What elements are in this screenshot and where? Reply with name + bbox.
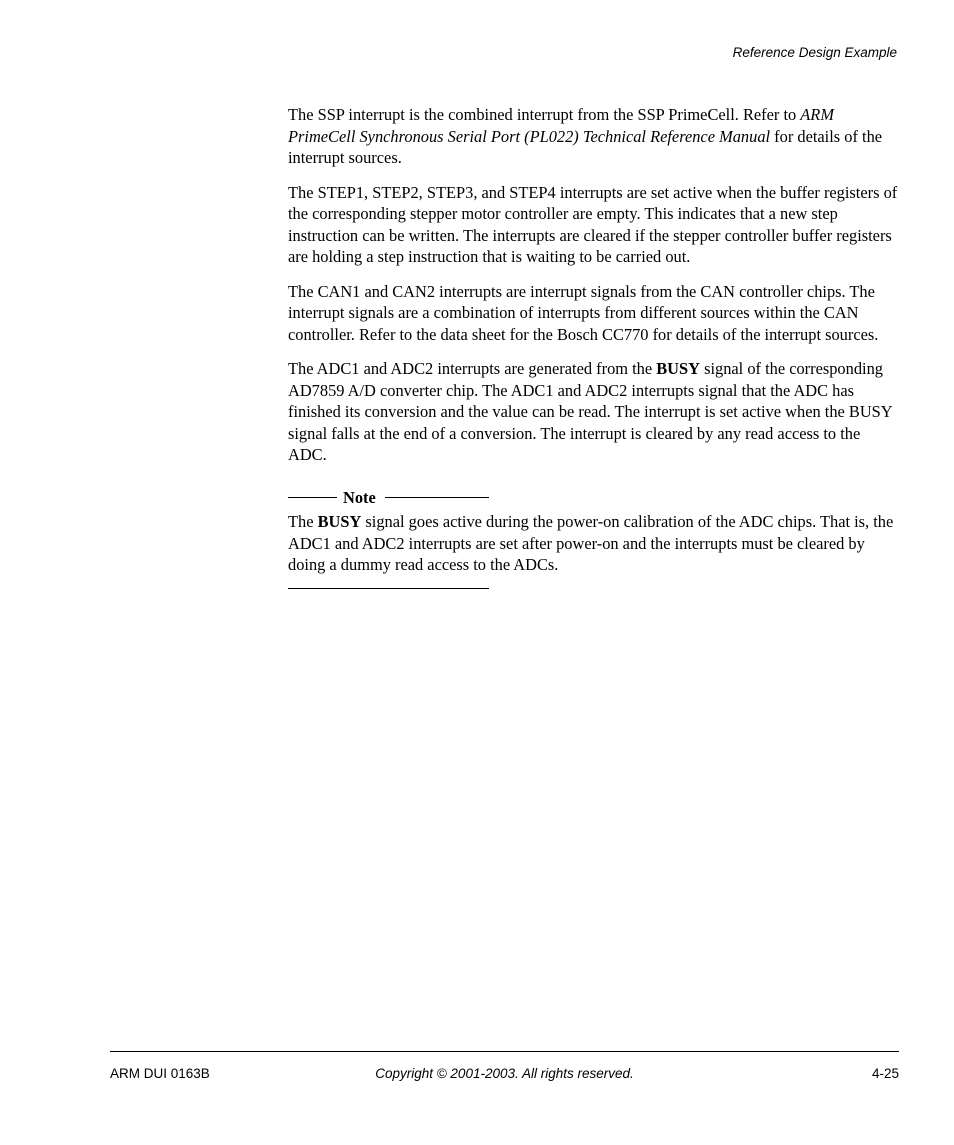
step-paragraph: The STEP1, STEP2, STEP3, and STEP4 interrupts are set active when the buffer registers of the corresponding stepper motor controller are empty. This indicates that a new step instruction can be written. The interrupts are cleared if the stepper controller buffer registers are holding a step instruction that is waiting to be carried out.	[288, 182, 898, 266]
ssp-text-end: for details of the interrupt sources.	[288, 126, 883, 167]
body-text	[288, 104, 898, 589]
busy-signal-name: BUSY	[656, 359, 700, 378]
note-rule-right	[385, 497, 489, 498]
note-end-rule	[288, 588, 489, 589]
manual-title: ARM PrimeCell Synchronous Serial Port (PL022) Technical Reference Manual	[288, 105, 834, 146]
note-label: Note	[343, 487, 376, 507]
ssp-paragraph	[288, 104, 898, 169]
can-paragraph: The CAN1 and CAN2 interrupts are interrupt signals from the CAN controller chips. The interrupt signals are a combination of interrupts from different sources within the CAN controller. Refer to the data sheet for the Bosch CC770 for details of the interrupt sources.	[288, 281, 879, 344]
copyright-notice: Copyright © 2001-2003. All rights reserved.	[375, 1066, 634, 1081]
ssp-text-start: The SSP interrupt is the combined interrupt from the SSP PrimeCell. Refer to	[288, 105, 801, 124]
page-number: 4-25	[871, 1066, 899, 1081]
note-text-end: signal goes active during the power-on calibration of the ADC chips. That is, the ADC1 and ADC2 interrupts are set after power-on and the interrupts must be cleared by doing a dummy read access to the ADCs.	[288, 512, 894, 574]
footer-rule	[110, 1051, 899, 1052]
note-block	[288, 487, 898, 589]
note-text	[288, 511, 898, 576]
adc-paragraph	[288, 358, 898, 466]
document-id: ARM DUI 0163B	[110, 1066, 210, 1081]
note-busy-signal-name: BUSY	[317, 512, 362, 531]
running-header: Reference Design Example	[732, 45, 897, 60]
note-text-start: The	[288, 512, 318, 531]
note-rule-left	[288, 497, 337, 498]
note-heading	[288, 487, 489, 509]
adc-text-start: The ADC1 and ADC2 interrupts are generated from the	[288, 359, 657, 378]
adc-text-end: signal of the corresponding AD7859 A/D converter chip. The ADC1 and ADC2 interrupts signal that the ADC has finished its conversion and the value can be read. The interrupt is set active when the BUSY signal falls at the end of a conversion. The interrupt is cleared by any read access to the ADC.	[288, 359, 893, 464]
